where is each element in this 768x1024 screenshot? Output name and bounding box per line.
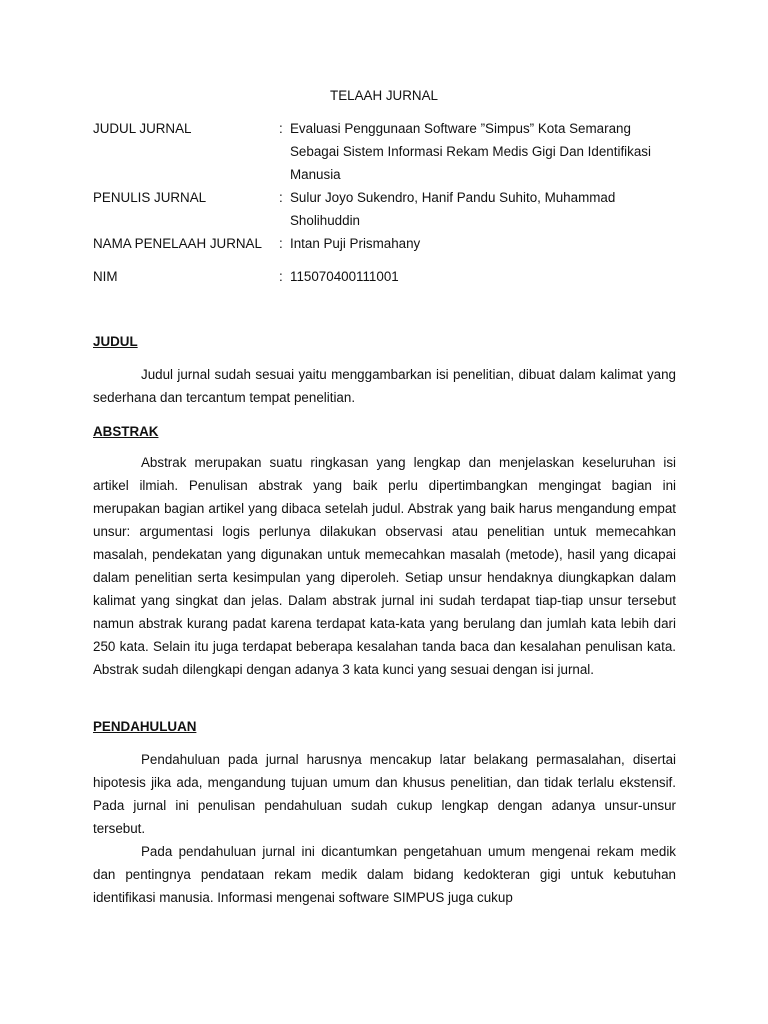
meta-row-penulis-jurnal — [93, 186, 683, 232]
meta-value: Intan Puji Prismahany — [290, 236, 421, 251]
meta-label: JUDUL JURNAL — [93, 121, 192, 136]
meta-colon: : — [279, 190, 283, 205]
section-heading-judul: JUDUL — [93, 334, 138, 349]
meta-row-nama-penelaah — [93, 232, 683, 255]
meta-value: 115070400111001 — [290, 269, 399, 284]
meta-label: NAMA PENELAAH JURNAL — [93, 236, 262, 251]
meta-value: Evaluasi Penggunaan Software ”Simpus” Kota Semarang Sebagai Sistem Informasi Rekam Medis Gigi Dan Identifikasi Manusia — [290, 121, 651, 182]
meta-colon: : — [279, 236, 283, 251]
paragraph-pendahuluan-1: Pendahuluan pada jurnal harusnya mencakup latar belakang permasalahan, disertai hipotesis jika ada, mengandung tujuan umum dan khusus penelitian, dan tidak terlalu ekstensif. Pada jurnal ini penulisan pendahuluan sudah cukup lengkap dengan adanya unsur-unsur tersebut. — [93, 752, 676, 836]
meta-label: PENULIS JURNAL — [93, 190, 207, 205]
paragraph-judul: Judul jurnal sudah sesuai yaitu menggambarkan isi penelitian, dibuat dalam kalimat yang sederhana dan tercantum tempat penelitian. — [93, 367, 676, 405]
section-heading-pendahuluan: PENDAHULUAN — [93, 719, 197, 734]
document-title: TELAAH JURNAL — [330, 88, 438, 103]
meta-label: NIM — [93, 269, 118, 284]
meta-row-nim — [93, 265, 683, 288]
meta-colon: : — [279, 121, 283, 136]
meta-value: Sulur Joyo Sukendro, Hanif Pandu Suhito, Muhammad Sholihuddin — [290, 190, 616, 228]
paragraph-abstrak: Abstrak merupakan suatu ringkasan yang lengkap dan menjelaskan keseluruhan isi artikel ilmiah. Penulisan abstrak yang baik perlu dipertimbangkan mengingat bagian ini merupakan bagian artikel yang dibaca setelah judul. Abstrak yang baik harus mengandung empat unsur: argumentasi logis perlunya dilakukan observasi atau penelitian untuk memecahkan masalah, pendekatan yang digunakan untuk memecahkan masalah (metode), hasil yang dicapai dalam penelitian serta kesimpulan yang diperoleh. Setiap unsur hendaknya diungkapkan dalam kalimat yang singkat dan jelas. Dalam abstrak jurnal ini sudah terdapat tiap-tiap unsur tersebut namun abstrak kurang padat karena terdapat kata-kata yang berulang dan jumlah kata lebih dari 250 kata. Selain itu juga terdapat beberapa kesalahan tanda baca dan kesalahan penulisan kata. Abstrak sudah dilengkapi dengan adanya 3 kata kunci yang sesuai dengan isi jurnal. — [93, 455, 676, 677]
section-heading-abstrak: ABSTRAK — [93, 424, 159, 439]
meta-row-judul-jurnal — [93, 117, 683, 186]
paragraph-pendahuluan-2: Pada pendahuluan jurnal ini dicantumkan pengetahuan umum mengenai rekam medik dan pentingnya pendataan rekam medik dalam bidang kedokteran gigi untuk kebutuhan identifikasi manusia. Informasi mengenai software SIMPUS juga cukup — [93, 844, 676, 905]
meta-colon: : — [279, 269, 283, 284]
